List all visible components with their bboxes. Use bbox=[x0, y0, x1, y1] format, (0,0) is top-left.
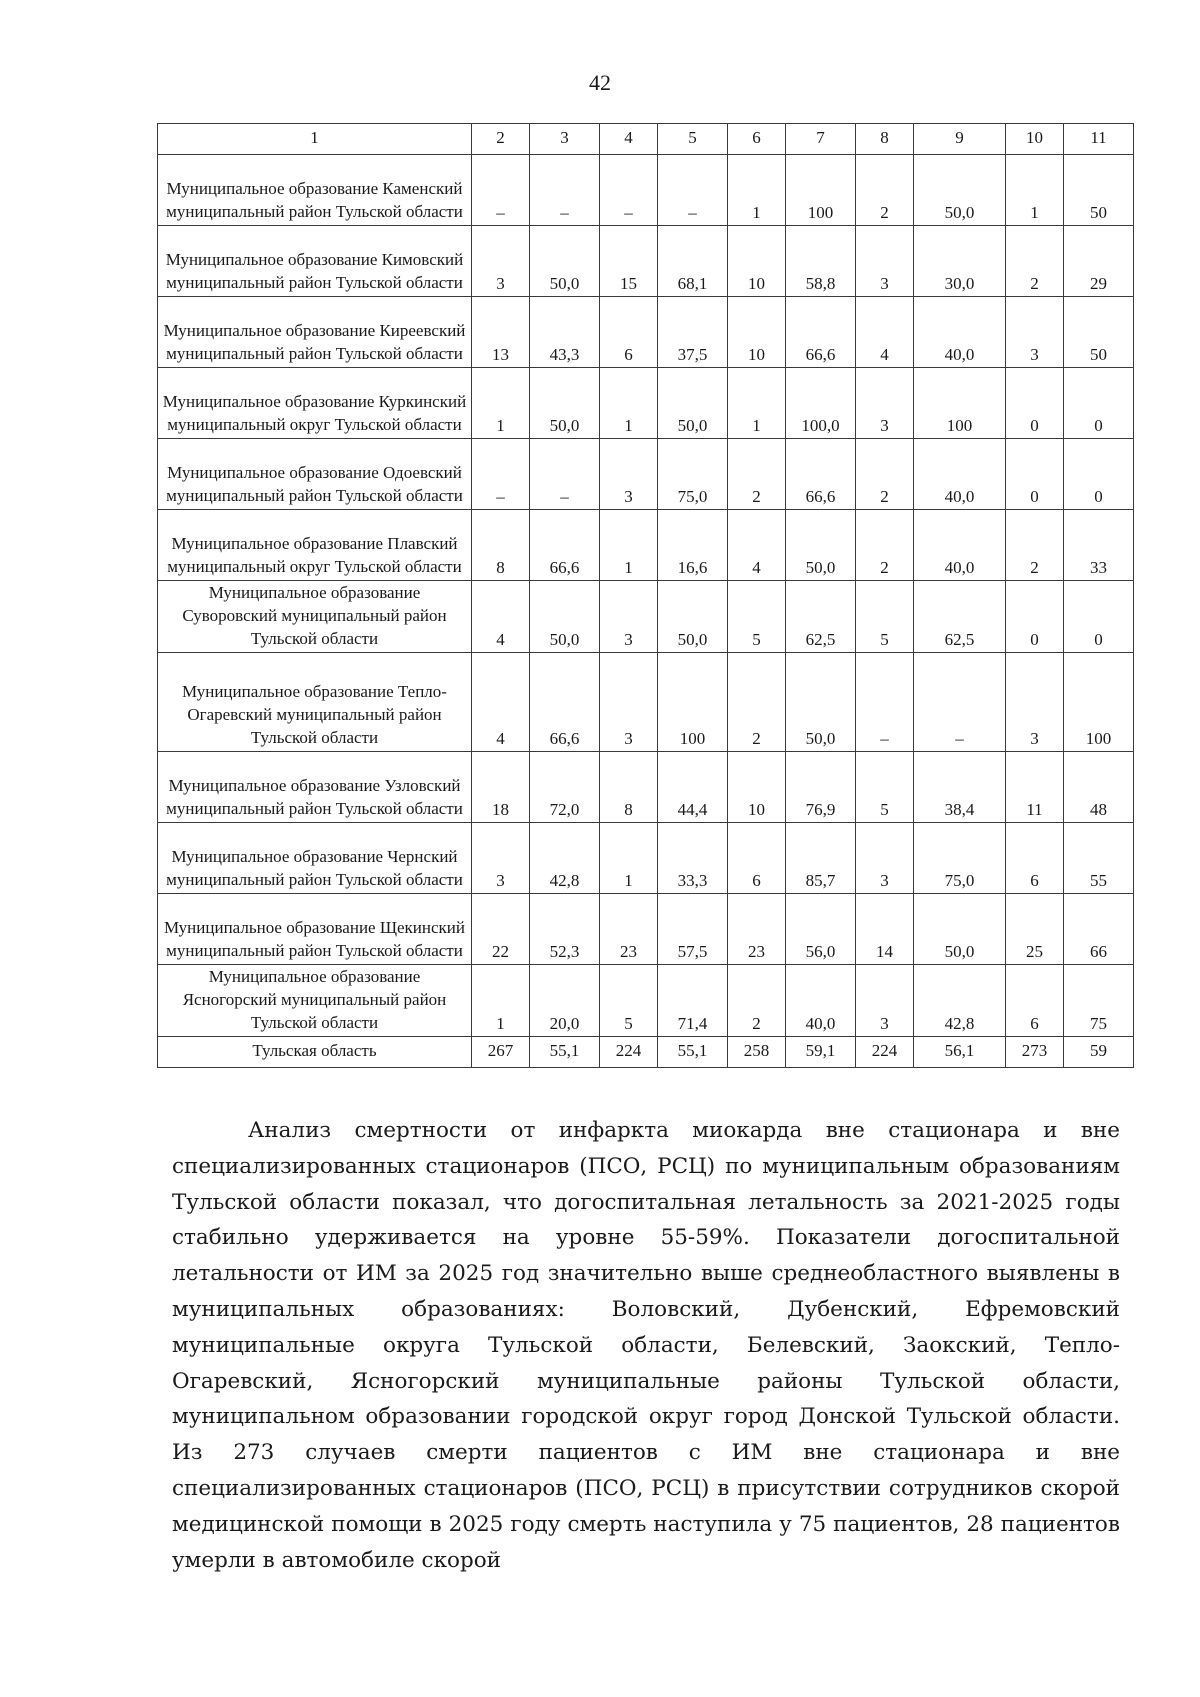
table-cell: 1 bbox=[728, 155, 786, 226]
table-cell: 44,4 bbox=[658, 752, 728, 823]
column-header-1: 1 bbox=[158, 124, 472, 155]
table-cell: 0 bbox=[1064, 581, 1134, 653]
table-cell: 50 bbox=[1064, 155, 1134, 226]
table-row bbox=[158, 894, 1134, 965]
table-cell: – bbox=[472, 155, 530, 226]
table-cell: 6 bbox=[1006, 823, 1064, 894]
municipality-name: Муниципальное образование Кимовский муниципальный район Тульской области bbox=[158, 226, 472, 297]
table-cell: 2 bbox=[856, 439, 914, 510]
table-cell: 23 bbox=[728, 894, 786, 965]
analysis-paragraph: Анализ смертности от инфаркта миокарда вне стационара и вне специализированных стационаров (ПСО, РСЦ) по муниципальным образованиям Тульской области показал, что догоспитальная летальность за 2021-2025 годы стабильно удерживается на уровне 55-59%. Показатели догоспитальной летальности от ИМ за 2025 год значительно выше среднеобластного выявлены в муниципальных образованиях: Воловский, Дубенский, Ефремовский муниципальные округа Тульской области, Белевский, Заокский, Тепло-Огаревский, Ясногорский муниципальные районы Тульской области, муниципальном образовании городской округ город Донской Тульской области. Из 273 случаев смерти пациентов с ИМ вне стационара и вне специализированных стационаров (ПСО, РСЦ) в присутствии сотрудников скорой медицинской помощи в 2025 году смерть наступила у 75 пациентов, 28 пациентов умерли в автомобиле скорой bbox=[172, 1118, 1120, 1573]
table-cell: 50,0 bbox=[658, 368, 728, 439]
table-cell: 3 bbox=[600, 581, 658, 653]
table-cell: 15 bbox=[600, 226, 658, 297]
table-cell: 56,0 bbox=[786, 894, 856, 965]
table-row bbox=[158, 965, 1134, 1037]
table-cell: 2 bbox=[728, 439, 786, 510]
table-row bbox=[158, 581, 1134, 653]
table-cell: 42,8 bbox=[530, 823, 600, 894]
total-cell: 59 bbox=[1064, 1037, 1134, 1068]
table-row bbox=[158, 752, 1134, 823]
column-header-10: 10 bbox=[1006, 124, 1064, 155]
total-cell: 55,1 bbox=[530, 1037, 600, 1068]
table-cell: 2 bbox=[1006, 226, 1064, 297]
table-cell: 75,0 bbox=[914, 823, 1006, 894]
table-cell: 50,0 bbox=[530, 581, 600, 653]
table-cell: 62,5 bbox=[786, 581, 856, 653]
total-cell: 56,1 bbox=[914, 1037, 1006, 1068]
table-cell: 3 bbox=[600, 653, 658, 752]
table-cell: 4 bbox=[856, 297, 914, 368]
table-cell: 57,5 bbox=[658, 894, 728, 965]
table-cell: 10 bbox=[728, 297, 786, 368]
municipality-name: Муниципальное образование Узловский муниципальный район Тульской области bbox=[158, 752, 472, 823]
table-cell: – bbox=[530, 155, 600, 226]
table-cell: 3 bbox=[856, 965, 914, 1037]
data-table bbox=[157, 123, 1134, 1068]
table-cell: 3 bbox=[472, 226, 530, 297]
table-cell: 50,0 bbox=[786, 653, 856, 752]
table-cell: 66,6 bbox=[530, 653, 600, 752]
table-cell: 3 bbox=[856, 368, 914, 439]
table-cell: 11 bbox=[1006, 752, 1064, 823]
municipality-name: Муниципальное образование Чернский муниципальный район Тульской области bbox=[158, 823, 472, 894]
table-cell: 30,0 bbox=[914, 226, 1006, 297]
table-cell: 75,0 bbox=[658, 439, 728, 510]
total-cell: 224 bbox=[600, 1037, 658, 1068]
total-row bbox=[158, 1037, 1134, 1068]
table-cell: 50,0 bbox=[530, 226, 600, 297]
table-cell: 85,7 bbox=[786, 823, 856, 894]
municipality-name: Муниципальное образование Тепло-Огаревский муниципальный район Тульской области bbox=[158, 653, 472, 752]
municipality-name: Муниципальное образование Куркинский муниципальный округ Тульской области bbox=[158, 368, 472, 439]
table-cell: 20,0 bbox=[530, 965, 600, 1037]
table-cell: 1 bbox=[472, 368, 530, 439]
table-cell: 50,0 bbox=[658, 581, 728, 653]
table-cell: 23 bbox=[600, 894, 658, 965]
table-cell: 66,6 bbox=[530, 510, 600, 581]
table-cell: 4 bbox=[472, 653, 530, 752]
column-header-7: 7 bbox=[786, 124, 856, 155]
table-cell: 100 bbox=[658, 653, 728, 752]
table-cell: 68,1 bbox=[658, 226, 728, 297]
municipality-name: Муниципальное образование Ясногорский муниципальный район Тульской области bbox=[158, 965, 472, 1037]
table-cell: 8 bbox=[600, 752, 658, 823]
table-cell: 48 bbox=[1064, 752, 1134, 823]
table-row bbox=[158, 439, 1134, 510]
table-cell: 5 bbox=[600, 965, 658, 1037]
table-cell: 38,4 bbox=[914, 752, 1006, 823]
table-cell: 14 bbox=[856, 894, 914, 965]
table-cell: 0 bbox=[1006, 368, 1064, 439]
table-row bbox=[158, 297, 1134, 368]
table-row bbox=[158, 510, 1134, 581]
column-header-5: 5 bbox=[658, 124, 728, 155]
column-header-2: 2 bbox=[472, 124, 530, 155]
table-cell: 6 bbox=[728, 823, 786, 894]
table-cell: – bbox=[530, 439, 600, 510]
table-cell: 25 bbox=[1006, 894, 1064, 965]
table-cell: 18 bbox=[472, 752, 530, 823]
total-cell: 224 bbox=[856, 1037, 914, 1068]
municipality-name: Муниципальное образование Киреевский муниципальный район Тульской области bbox=[158, 297, 472, 368]
table-cell: 50 bbox=[1064, 297, 1134, 368]
column-header-11: 11 bbox=[1064, 124, 1134, 155]
table-cell: 2 bbox=[728, 653, 786, 752]
table-cell: 3 bbox=[856, 226, 914, 297]
table-cell: 1 bbox=[600, 368, 658, 439]
municipality-name: Муниципальное образование Плавский муниципальный округ Тульской области bbox=[158, 510, 472, 581]
table-cell: 40,0 bbox=[914, 439, 1006, 510]
table-cell: 100,0 bbox=[786, 368, 856, 439]
table-cell: – bbox=[658, 155, 728, 226]
table-cell: 40,0 bbox=[786, 965, 856, 1037]
municipality-name: Муниципальное образование Щекинский муниципальный район Тульской области bbox=[158, 894, 472, 965]
column-header-9: 9 bbox=[914, 124, 1006, 155]
table-cell: 3 bbox=[1006, 297, 1064, 368]
table-cell: 0 bbox=[1064, 439, 1134, 510]
table-cell: 76,9 bbox=[786, 752, 856, 823]
municipality-name: Муниципальное образование Одоевский муниципальный район Тульской области bbox=[158, 439, 472, 510]
header-row bbox=[158, 124, 1134, 155]
table-cell: 50,0 bbox=[530, 368, 600, 439]
table-cell: – bbox=[914, 653, 1006, 752]
table-cell: 66 bbox=[1064, 894, 1134, 965]
table-cell: 4 bbox=[472, 581, 530, 653]
table-cell: 3 bbox=[1006, 653, 1064, 752]
table-cell: 66,6 bbox=[786, 297, 856, 368]
table-cell: 2 bbox=[728, 965, 786, 1037]
table-cell: 100 bbox=[786, 155, 856, 226]
table-cell: 62,5 bbox=[914, 581, 1006, 653]
table-cell: 0 bbox=[1064, 368, 1134, 439]
table-cell: – bbox=[856, 653, 914, 752]
column-header-8: 8 bbox=[856, 124, 914, 155]
total-cell: 59,1 bbox=[786, 1037, 856, 1068]
table-cell: 5 bbox=[856, 752, 914, 823]
table-cell: 0 bbox=[1006, 439, 1064, 510]
table-cell: 40,0 bbox=[914, 297, 1006, 368]
table-cell: 3 bbox=[472, 823, 530, 894]
table-row bbox=[158, 368, 1134, 439]
table-cell: 10 bbox=[728, 752, 786, 823]
table-cell: 33 bbox=[1064, 510, 1134, 581]
table-row bbox=[158, 823, 1134, 894]
table-cell: 58,8 bbox=[786, 226, 856, 297]
table-cell: 16,6 bbox=[658, 510, 728, 581]
table-cell: – bbox=[472, 439, 530, 510]
table-cell: 55 bbox=[1064, 823, 1134, 894]
table-cell: 37,5 bbox=[658, 297, 728, 368]
table-cell: – bbox=[600, 155, 658, 226]
table-cell: 75 bbox=[1064, 965, 1134, 1037]
table-cell: 1 bbox=[1006, 155, 1064, 226]
table-cell: 33,3 bbox=[658, 823, 728, 894]
table-cell: 42,8 bbox=[914, 965, 1006, 1037]
column-header-4: 4 bbox=[600, 124, 658, 155]
total-cell: 273 bbox=[1006, 1037, 1064, 1068]
table-row bbox=[158, 155, 1134, 226]
table-cell: 3 bbox=[600, 439, 658, 510]
table-cell: 5 bbox=[856, 581, 914, 653]
page-number: 42 bbox=[589, 70, 611, 95]
table-cell: 40,0 bbox=[914, 510, 1006, 581]
table-cell: 29 bbox=[1064, 226, 1134, 297]
table-cell: 52,3 bbox=[530, 894, 600, 965]
municipality-name: Муниципальное образование Суворовский муниципальный район Тульской области bbox=[158, 581, 472, 653]
table-cell: 0 bbox=[1006, 581, 1064, 653]
table-cell: 5 bbox=[728, 581, 786, 653]
table-cell: 2 bbox=[856, 510, 914, 581]
table-cell: 100 bbox=[914, 368, 1006, 439]
table-cell: 50,0 bbox=[786, 510, 856, 581]
column-header-3: 3 bbox=[530, 124, 600, 155]
total-cell: 55,1 bbox=[658, 1037, 728, 1068]
table-cell: 66,6 bbox=[786, 439, 856, 510]
table-cell: 2 bbox=[856, 155, 914, 226]
municipality-name: Муниципальное образование Каменский муниципальный район Тульской области bbox=[158, 155, 472, 226]
table-cell: 43,3 bbox=[530, 297, 600, 368]
table-cell: 22 bbox=[472, 894, 530, 965]
table-cell: 50,0 bbox=[914, 155, 1006, 226]
table-cell: 71,4 bbox=[658, 965, 728, 1037]
table-cell: 50,0 bbox=[914, 894, 1006, 965]
table-cell: 6 bbox=[600, 297, 658, 368]
table-cell: 1 bbox=[600, 510, 658, 581]
table-cell: 100 bbox=[1064, 653, 1134, 752]
table-cell: 8 bbox=[472, 510, 530, 581]
table-cell: 4 bbox=[728, 510, 786, 581]
table-cell: 72,0 bbox=[530, 752, 600, 823]
table-cell: 6 bbox=[1006, 965, 1064, 1037]
table-cell: 3 bbox=[856, 823, 914, 894]
table-cell: 2 bbox=[1006, 510, 1064, 581]
table-cell: 1 bbox=[600, 823, 658, 894]
total-cell: 258 bbox=[728, 1037, 786, 1068]
total-cell: 267 bbox=[472, 1037, 530, 1068]
table-row bbox=[158, 226, 1134, 297]
column-header-6: 6 bbox=[728, 124, 786, 155]
table-cell: 13 bbox=[472, 297, 530, 368]
table-row bbox=[158, 653, 1134, 752]
table-cell: 1 bbox=[472, 965, 530, 1037]
total-label: Тульская область bbox=[158, 1037, 472, 1068]
table-cell: 1 bbox=[728, 368, 786, 439]
table-cell: 10 bbox=[728, 226, 786, 297]
